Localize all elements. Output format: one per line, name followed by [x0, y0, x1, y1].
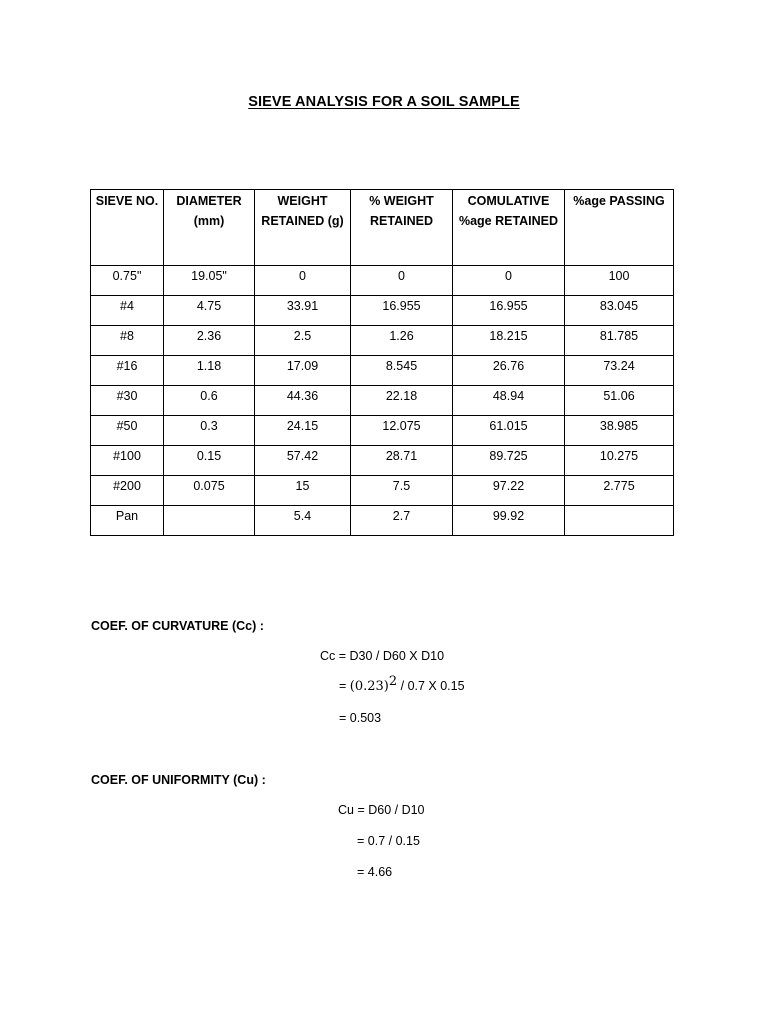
sieve-analysis-table [90, 189, 674, 536]
table-cell: 99.92 [453, 506, 565, 536]
table-body [91, 266, 674, 536]
table-cell: 4.75 [164, 296, 255, 326]
table-cell: #16 [91, 356, 164, 386]
column-header: %age PASSING [565, 190, 674, 266]
table-cell: 57.42 [255, 446, 351, 476]
table-cell: #100 [91, 446, 164, 476]
uniformity-substitution: = 0.7 / 0.15 [357, 834, 420, 848]
table-cell: 100 [565, 266, 674, 296]
table-cell: Pan [91, 506, 164, 536]
table-cell: 19.05" [164, 266, 255, 296]
table-cell: 44.36 [255, 386, 351, 416]
table-cell: 22.18 [351, 386, 453, 416]
table-cell: 24.15 [255, 416, 351, 446]
table-row [91, 296, 674, 326]
curvature-formula: Cc = D30 / D60 X D10 [320, 649, 445, 663]
curvature-result: = 0.503 [339, 711, 382, 725]
table-cell: 28.71 [351, 446, 453, 476]
table-cell: 1.18 [164, 356, 255, 386]
table-cell: #8 [91, 326, 164, 356]
table-cell: 0.3 [164, 416, 255, 446]
table-cell: 0.075 [164, 476, 255, 506]
table-cell: 73.24 [565, 356, 674, 386]
table-cell: 2.5 [255, 326, 351, 356]
table-cell: 16.955 [351, 296, 453, 326]
table-cell: 5.4 [255, 506, 351, 536]
curvature-substitution-exponent: 2 [388, 673, 398, 689]
table-row [91, 266, 674, 296]
table-cell: 51.06 [565, 386, 674, 416]
table-cell: 48.94 [453, 386, 565, 416]
uniformity-heading: COEF. OF UNIFORMITY (Cu) : [91, 773, 266, 787]
table-cell: 8.545 [351, 356, 453, 386]
table-cell: 12.075 [351, 416, 453, 446]
table-cell: 16.955 [453, 296, 565, 326]
table-cell: 0.6 [164, 386, 255, 416]
table-cell: #30 [91, 386, 164, 416]
table-cell: 0 [453, 266, 565, 296]
table-row [91, 416, 674, 446]
table-cell [164, 506, 255, 536]
table-cell: 0 [351, 266, 453, 296]
column-header: % WEIGHT RETAINED [351, 190, 453, 266]
table-cell: 0.15 [164, 446, 255, 476]
table-cell: 61.015 [453, 416, 565, 446]
curvature-substitution-suffix: / 0.7 X 0.15 [397, 679, 465, 693]
column-header: DIAMETER (mm) [164, 190, 255, 266]
column-header: SIEVE NO. [91, 190, 164, 266]
table-cell: 81.785 [565, 326, 674, 356]
table-cell: 10.275 [565, 446, 674, 476]
uniformity-formula: Cu = D60 / D10 [338, 803, 425, 817]
table-cell: 18.215 [453, 326, 565, 356]
table-cell: #4 [91, 296, 164, 326]
table-cell: 1.26 [351, 326, 453, 356]
table-cell: 97.22 [453, 476, 565, 506]
table-cell: 33.91 [255, 296, 351, 326]
page-title: SIEVE ANALYSIS FOR A SOIL SAMPLE [248, 94, 520, 110]
column-header: WEIGHT RETAINED (g) [255, 190, 351, 266]
table-row [91, 506, 674, 536]
table-row [91, 476, 674, 506]
table-cell: 7.5 [351, 476, 453, 506]
table-cell: 89.725 [453, 446, 565, 476]
table-cell: 2.775 [565, 476, 674, 506]
table-cell: #50 [91, 416, 164, 446]
table-row [91, 356, 674, 386]
table-cell: 38.985 [565, 416, 674, 446]
curvature-substitution-math: (0.23) [349, 679, 389, 694]
table-cell: #200 [91, 476, 164, 506]
table-header-row [91, 190, 674, 266]
table-cell: 83.045 [565, 296, 674, 326]
table-cell: 0 [255, 266, 351, 296]
table-cell: 2.36 [164, 326, 255, 356]
curvature-heading: COEF. OF CURVATURE (Cc) : [91, 619, 264, 633]
table-cell: 15 [255, 476, 351, 506]
table-cell: 0.75" [91, 266, 164, 296]
table-cell: 26.76 [453, 356, 565, 386]
column-header: COMULATIVE %age RETAINED [453, 190, 565, 266]
table-row [91, 326, 674, 356]
table-row [91, 446, 674, 476]
curvature-substitution [339, 673, 465, 694]
table-row [91, 386, 674, 416]
table-cell: 17.09 [255, 356, 351, 386]
table-cell: 2.7 [351, 506, 453, 536]
uniformity-result: = 4.66 [357, 865, 393, 879]
curvature-substitution-prefix: = [339, 679, 350, 693]
table-cell [565, 506, 674, 536]
